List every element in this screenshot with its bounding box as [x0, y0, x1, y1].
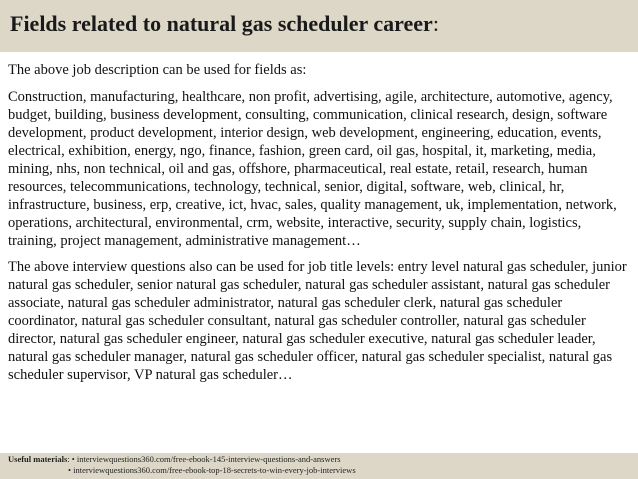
page-title [10, 11, 628, 37]
footer-label: Useful materials [8, 454, 68, 464]
footer-link-2[interactable]: • interviewquestions360.com/free-ebook-top-18-secrets-to-win-every-job-interviews [68, 464, 356, 475]
levels-paragraph: The above interview questions also can be used for job title levels: entry level natural gas scheduler, junior natural gas scheduler, senior natural gas scheduler, natural gas scheduler assistant, natural gas scheduler associate, natural gas scheduler administrator, natural gas scheduler clerk, natural gas scheduler coordinator, natural gas scheduler consultant, natural gas scheduler controller, natural gas scheduler director, natural gas scheduler engineer, natural gas scheduler executive, natural gas scheduler leader, natural gas scheduler manager, natural gas scheduler officer, natural gas scheduler specialist, natural gas scheduler supervisor, VP natural gas scheduler… [8, 259, 627, 383]
page-title-text: Fields related to natural gas scheduler career [10, 11, 433, 36]
footer-link-1[interactable]: : • interviewquestions360.com/free-ebook-145-interview-questions-and-answers [67, 454, 341, 464]
page-title-colon: : [432, 11, 439, 36]
fields-paragraph: Construction, manufacturing, healthcare, non profit, advertising, agile, architecture, automotive, agency, budget, building, business development, consulting, communication, clinical research, design, software development, product development, interior design, web development, engineering, education, events, electrical, exhibition, energy, ngo, finance, fashion, green card, oil gas, hospital, it, marketing, media, mining, nhs, non technical, oil and gas, offshore, pharmaceutical, real estate, retail, research, human resources, telecommunications, technology, technical, senior, digital, software, web, clinical, hr, infrastructure, business, erp, creative, ict, hvac, sales, quality management, uk, implementation, network, operations, architectural, environmental, crm, website, interactive, security, supply chain, logistics, training, project management, administrative management… [8, 89, 617, 249]
footer-useful-materials [0, 453, 638, 479]
footer-row-1 [8, 454, 630, 465]
content-body [8, 61, 632, 392]
footer-row-2 [8, 465, 630, 476]
title-bar [0, 0, 638, 52]
intro-text: The above job description can be used for fields as: [8, 62, 307, 78]
